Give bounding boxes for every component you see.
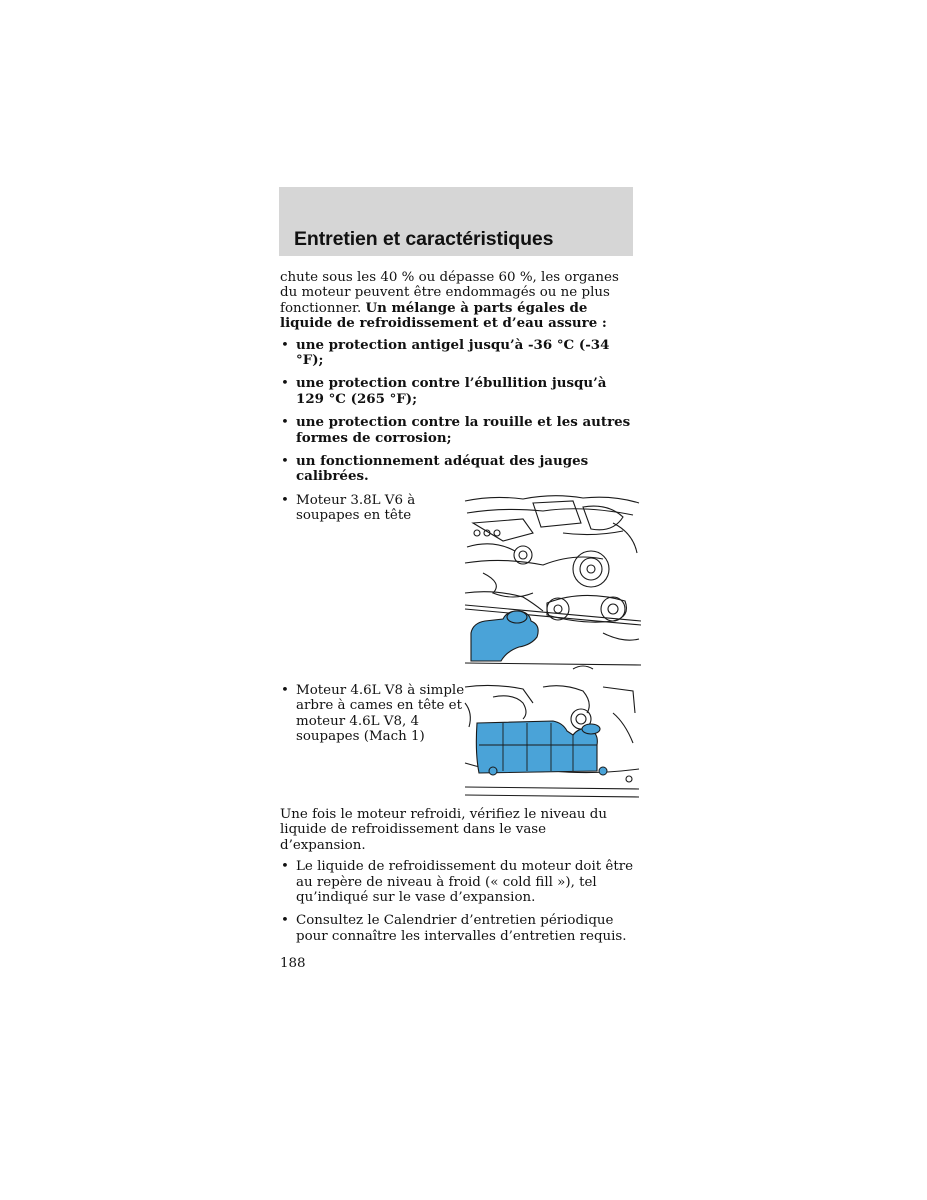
intro-bold-text: Un mélange à parts égales de liquide de refroidissement et d’eau assure : [280, 299, 607, 332]
benefit-item: • un fonctionnement adéquat des jauges calibrées. [280, 454, 635, 485]
check-level-paragraph: Une fois le moteur refroidi, vérifiez le niveau du liquide de refroidissement dans le vase d’expansion. [280, 806, 607, 853]
section-title: Entretien et caractéristiques [294, 228, 554, 250]
engine-v8-illustration [463, 683, 641, 805]
coolant-reservoir-icon [476, 721, 607, 775]
benefit-item: • une protection antigel jusqu’à -36 °C (-34 °F); [280, 338, 635, 369]
check-level-item: • Consultez le Calendrier d’entretien périodique pour connaître les intervalles d’entretien requis. [280, 913, 635, 944]
page-number: 188 [280, 956, 306, 971]
engine-v8-section [280, 683, 635, 807]
benefit-item: • une protection contre l’ébullition jusqu’à 129 °C (265 °F); [280, 376, 635, 407]
engine-v6-illustration [463, 493, 641, 677]
check-level-list [280, 859, 635, 944]
page-content [280, 270, 635, 952]
engine-v6-label: • Moteur 3.8L V6 à soupapes en tête [280, 493, 466, 524]
engine-v8-label: • Moteur 4.6L V8 à simple arbre à cames en tête et moteur 4.6L V8, 4 soupapes (Mach 1) [280, 683, 466, 745]
intro-text: chute sous les 40 % ou dépasse 60 %, les organes du moteur peuvent être endommagés ou ne plus fonctionner. [280, 270, 619, 316]
benefits-list [280, 338, 635, 485]
engine-v6-section [280, 493, 635, 683]
benefit-item: • une protection contre la rouille et les autres formes de corrosion; [280, 415, 635, 446]
check-level-item: • Le liquide de refroidissement du moteur doit être au repère de niveau à froid (« cold fill »), tel qu’indiqué sur le vase d’expansion. [280, 859, 635, 905]
intro-paragraph [280, 270, 635, 332]
coolant-reservoir-icon [471, 611, 538, 661]
